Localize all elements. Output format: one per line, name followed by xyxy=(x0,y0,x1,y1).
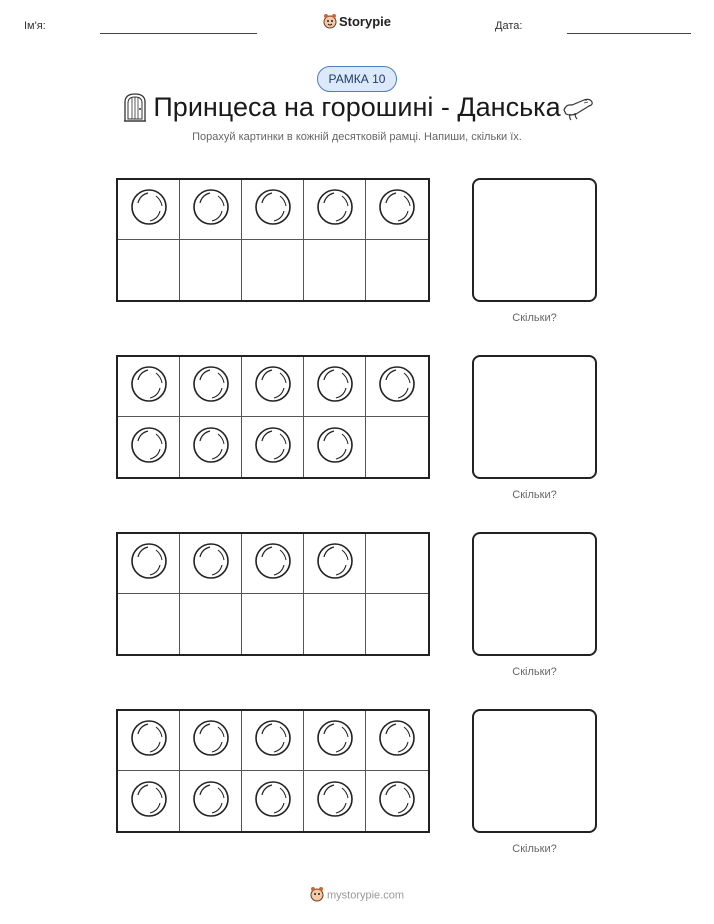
answer-box-3[interactable] xyxy=(472,532,597,656)
pea-icon xyxy=(315,779,355,824)
answer-box-2[interactable] xyxy=(472,355,597,479)
storypie-logo-icon xyxy=(323,13,337,32)
pea-icon xyxy=(129,187,169,232)
pea-icon xyxy=(315,364,355,409)
ten-frame-cell xyxy=(180,771,242,831)
ten-frame-cell xyxy=(118,534,180,594)
ten-frame-cell xyxy=(180,594,242,654)
ten-frame-cell xyxy=(242,711,304,771)
ten-frame-cell xyxy=(180,417,242,477)
ten-frame-cell xyxy=(366,534,428,594)
answer-box-1[interactable] xyxy=(472,178,597,302)
ten-frame-cell xyxy=(366,357,428,417)
ten-frame-cell xyxy=(242,594,304,654)
frame-badge: РАМКА 10 xyxy=(317,66,397,92)
pea-icon xyxy=(191,718,231,763)
answer-label: Скільки? xyxy=(512,312,557,324)
page-title: Принцеса на горошині - Данська xyxy=(153,92,561,122)
ten-frame-cell xyxy=(180,240,242,300)
ten-frame-cell xyxy=(180,180,242,240)
name-line[interactable] xyxy=(100,33,257,34)
ten-frame-cell xyxy=(118,711,180,771)
pea-icon xyxy=(191,364,231,409)
ten-frame-cell xyxy=(304,711,366,771)
ten-frame-cell xyxy=(304,534,366,594)
ten-frame-cell xyxy=(180,357,242,417)
ten-frame-cell xyxy=(118,180,180,240)
pea-icon xyxy=(315,187,355,232)
pea-icon xyxy=(253,364,293,409)
ten-frame-cell xyxy=(366,417,428,477)
ten-frame-2 xyxy=(116,355,430,479)
ten-frame-cell xyxy=(242,180,304,240)
ten-frame-cell xyxy=(366,711,428,771)
name-label: Ім'я: xyxy=(24,20,46,32)
pea-icon xyxy=(315,718,355,763)
brand-name: Storypie xyxy=(338,13,391,29)
ten-frame-cell xyxy=(304,594,366,654)
ten-frame-cell xyxy=(242,417,304,477)
instructions: Порахуй картинки в кожній десятковій рамці. Напиши, скільки їх. xyxy=(192,131,522,143)
ten-frame-4 xyxy=(116,709,430,833)
pea-icon xyxy=(315,541,355,586)
ten-frame-cell xyxy=(118,357,180,417)
ten-frame-cell xyxy=(242,771,304,831)
pea-icon xyxy=(377,718,417,763)
pea-icon xyxy=(191,779,231,824)
pea-icon xyxy=(129,779,169,824)
glass-slipper-icon xyxy=(562,94,594,127)
ten-frame-cell xyxy=(366,180,428,240)
brand xyxy=(0,13,714,32)
date-label: Дата: xyxy=(495,20,523,32)
ten-frame-cell xyxy=(304,180,366,240)
pea-icon xyxy=(129,718,169,763)
pea-icon xyxy=(377,364,417,409)
pea-icon xyxy=(191,425,231,470)
ten-frame-cell xyxy=(180,711,242,771)
ten-frame-cell xyxy=(118,417,180,477)
ten-frame-cell xyxy=(304,417,366,477)
pea-icon xyxy=(377,779,417,824)
ten-frame-cell xyxy=(366,240,428,300)
date-line[interactable] xyxy=(567,33,691,34)
pea-icon xyxy=(315,425,355,470)
pea-icon xyxy=(129,425,169,470)
ten-frame-cell xyxy=(118,240,180,300)
ten-frame-cell xyxy=(118,594,180,654)
footer xyxy=(0,886,714,905)
ten-frame-cell xyxy=(242,240,304,300)
ten-frame-3 xyxy=(116,532,430,656)
footer-logo-icon xyxy=(310,886,324,905)
answer-label: Скільки? xyxy=(512,489,557,501)
ten-frame-cell xyxy=(118,771,180,831)
ten-frame-1 xyxy=(116,178,430,302)
pea-icon xyxy=(253,779,293,824)
answer-label: Скільки? xyxy=(512,666,557,678)
ten-frame-cell xyxy=(366,771,428,831)
ten-frame-cell xyxy=(304,240,366,300)
answer-box-4[interactable] xyxy=(472,709,597,833)
pea-icon xyxy=(253,541,293,586)
pea-icon xyxy=(253,718,293,763)
pea-icon xyxy=(191,187,231,232)
ten-frame-cell xyxy=(304,771,366,831)
ten-frame-cell xyxy=(366,594,428,654)
pea-icon xyxy=(129,364,169,409)
ten-frame-cell xyxy=(304,357,366,417)
pea-icon xyxy=(191,541,231,586)
ten-frame-cell xyxy=(242,534,304,594)
ten-frame-cell xyxy=(180,534,242,594)
pea-icon xyxy=(377,187,417,232)
pea-icon xyxy=(253,425,293,470)
pea-icon xyxy=(129,541,169,586)
answer-label: Скільки? xyxy=(512,843,557,855)
pea-icon xyxy=(253,187,293,232)
footer-url[interactable]: mystorypie.com xyxy=(326,889,405,902)
ten-frame-cell xyxy=(242,357,304,417)
